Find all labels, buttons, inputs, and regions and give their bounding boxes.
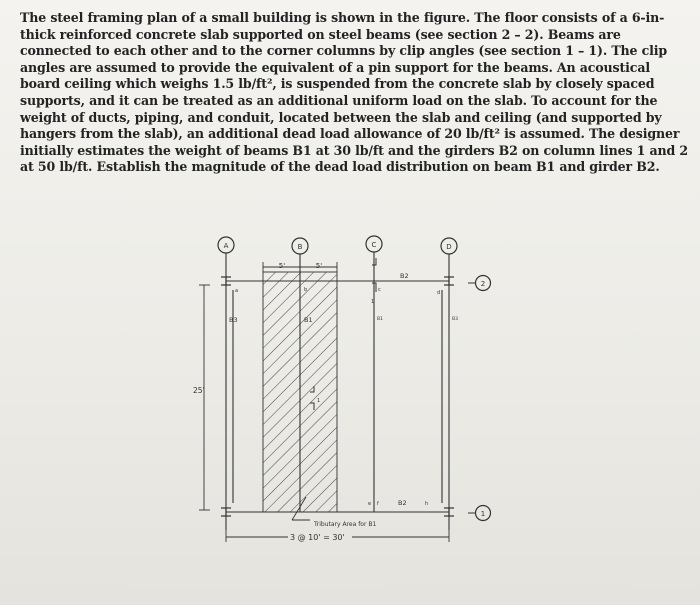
girder-label-b2-top: B2	[400, 272, 409, 280]
span-dimension-label: 3 @ 10' = 30'	[290, 533, 345, 542]
span-dimension	[226, 530, 449, 542]
dimension-left-5ft: 5'	[278, 262, 286, 270]
point-label-h: h	[425, 501, 429, 507]
row-label-1: 1	[480, 510, 486, 518]
column-bubble-a	[218, 237, 234, 253]
point-label-e: e	[368, 501, 372, 507]
point-label-a: a	[235, 288, 239, 294]
top-spacing-dimension	[263, 262, 337, 272]
height-dimension	[193, 285, 210, 510]
beam-label-b3-left: B3	[229, 316, 238, 324]
row-line-bubbles	[468, 276, 491, 521]
problem-line: at 50 lb/ft. Establish the magnitude of the dead load distribution on beam B1 and girder B2.	[20, 159, 660, 175]
beam-label-b3-right: B3	[452, 317, 458, 322]
tributary-area-label: Tributary Area for B1	[314, 521, 377, 528]
height-dimension-label: 25'	[193, 386, 205, 395]
column-label-a: A	[223, 242, 229, 250]
point-label-d: d	[437, 290, 441, 296]
beam-label-b1: B1	[304, 316, 313, 324]
column-label-b: B	[297, 243, 303, 251]
column-label-c: C	[371, 241, 377, 249]
problem-line: angles are assumed to provide the equivalent of a pin support for the beams. An acoustical	[20, 59, 650, 75]
problem-line: weight of ducts, piping, and conduit, located between the slab and ceiling (and supported by	[20, 109, 662, 125]
column-bubble-c	[366, 236, 382, 252]
problem-line: board ceiling which weighs 1.5 lb/ft², is suspended from the concrete slab by closely spaced	[20, 76, 655, 92]
point-label-c: c	[378, 287, 381, 293]
problem-line: hangers from the slab), an additional dead load allowance of 20 lb/ft² is assumed. The designer	[20, 126, 680, 142]
column-bubble-d	[441, 238, 457, 254]
row-bubble-1	[468, 506, 491, 521]
point-label-b: b	[304, 287, 308, 293]
section-label-top: 1	[371, 299, 375, 305]
problem-line: The steel framing plan of a small building is shown in the figure. The floor consists of a 6-in-	[20, 10, 665, 25]
problem-line: thick reinforced concrete slab supported on steel beams (see section 2 – 2). Beams are	[20, 26, 621, 42]
section-label-bottom: 1	[317, 398, 321, 404]
problem-line: connected to each other and to the corner columns by clip angles (see section 1 – 1). The clip	[20, 43, 668, 59]
point-label-f: f	[377, 501, 379, 507]
column-bubble-b	[292, 238, 308, 254]
row-bubble-2	[468, 276, 491, 291]
column-line-bubbles	[218, 236, 457, 254]
dimension-right-5ft: 5'	[315, 262, 323, 270]
beam-label-b1-small: B1	[377, 317, 383, 322]
problem-line: initially estimates the weight of beams B1 at 30 lb/ft and the girders B2 on column lines 1 and 2	[20, 142, 688, 158]
column-label-d: D	[446, 243, 452, 251]
row-label-2: 2	[480, 280, 486, 288]
girder-label-b2-bottom: B2	[398, 499, 407, 507]
problem-line: supports, and it can be treated as an additional uniform load on the slab. To account for the	[20, 92, 658, 108]
